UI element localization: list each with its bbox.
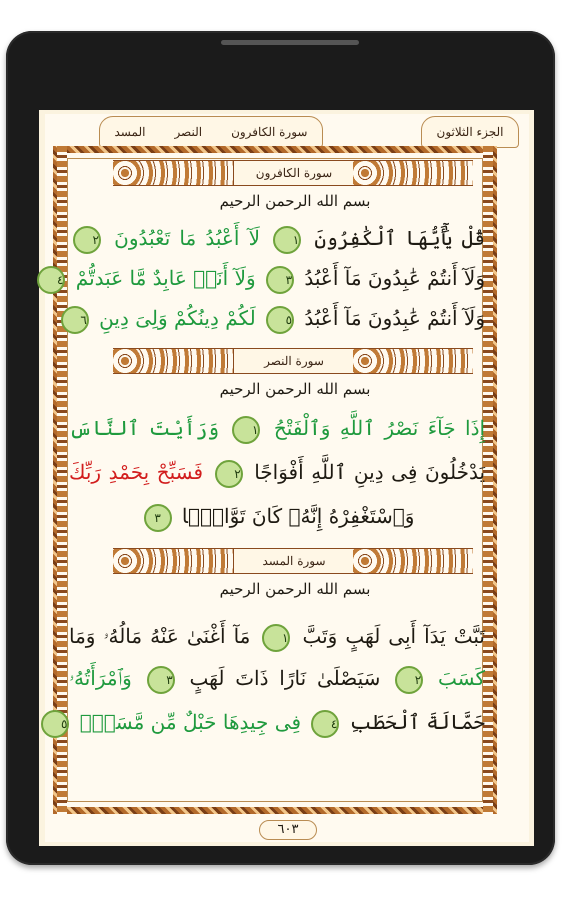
basmala: [105, 380, 485, 398]
verse-text: مَآ أَغْنَىٰ عَنْهُ مَالُهُۥ وَمَا: [69, 624, 251, 648]
ayah-marker[interactable]: ١: [262, 624, 290, 652]
ayah-marker[interactable]: ٥: [266, 306, 294, 334]
surah-title-band: [113, 348, 473, 372]
ayah-marker[interactable]: ٣: [147, 666, 175, 694]
ayah-marker[interactable]: ٤: [311, 710, 339, 738]
band-ornament-right: [353, 348, 473, 374]
verse-text: فِى جِيدِهَا حَبْلٌ مِّن مَّسَدٍۭ: [79, 710, 302, 734]
verse-line[interactable]: [69, 412, 485, 444]
mushaf-screen[interactable]: [39, 110, 534, 846]
juz-label: الجزء الثلاثون: [421, 116, 519, 148]
ayah-marker[interactable]: ٣: [144, 504, 172, 532]
verse-text: وَٱمْرَأَتُهُۥ: [69, 666, 132, 690]
ayah-marker[interactable]: ٢: [215, 460, 243, 488]
band-ornament-left: [113, 160, 233, 186]
verse-text: إِذَا جَآءَ نَصْرُ ٱللَّهِ وَٱلْفَتْحُ: [273, 416, 486, 440]
band-ornament-right: [353, 548, 473, 574]
basmala-text: بسم الله الرحمن الرحيم: [219, 580, 371, 598]
verse-text: قُلْ يَٰٓأَيُّهَا ٱلْكَٰفِرُونَ: [314, 226, 486, 250]
verse-text: يَدْخُلُونَ فِى دِينِ ٱللَّهِ أَفْوَاجًا: [254, 460, 486, 484]
verse-line[interactable]: [69, 222, 485, 254]
verse-text: لَكُمْ دِينُكُمْ وَلِىَ دِينِ: [99, 306, 256, 330]
verse-line[interactable]: [69, 302, 485, 334]
ayah-marker[interactable]: ٤: [37, 266, 65, 294]
page-number: ٦٠٣: [259, 820, 317, 840]
tablet-device: [6, 31, 555, 865]
verse-line[interactable]: [69, 620, 485, 652]
ayah-marker[interactable]: ٥: [41, 710, 69, 738]
basmala-text: بسم الله الرحمن الرحيم: [219, 380, 371, 398]
verse-text: وَرَأَيْتَ ٱلنَّاسَ: [69, 416, 220, 440]
surah-title-band: [113, 160, 473, 184]
header-surah-1: سورة الكافرون: [231, 125, 308, 139]
verse-line[interactable]: [60, 706, 485, 738]
header-surah-3: المسد: [114, 125, 146, 139]
page-header: [45, 114, 529, 150]
verse-line[interactable]: [69, 662, 485, 694]
ayah-marker[interactable]: ٦: [61, 306, 89, 334]
ayah-marker[interactable]: ١: [232, 416, 260, 444]
quran-page: [45, 114, 529, 842]
surah-names-header: [99, 116, 323, 148]
surah-title: سورة الكافرون: [233, 160, 355, 186]
header-surah-2: النصر: [174, 125, 203, 139]
verse-text: وَلَآ أَنَا۠ عَابِدٌ مَّا عَبَدتُّمْ: [75, 266, 256, 290]
band-ornament-right: [353, 160, 473, 186]
band-ornament-left: [113, 348, 233, 374]
surah-title: سورة المسد: [233, 548, 355, 574]
verse-text: وَلَآ أَنتُمْ عَٰبِدُونَ مَآ أَعْبُدُ: [304, 266, 485, 290]
verse-line[interactable]: [56, 262, 485, 294]
verse-text: لَآ أَعْبُدُ مَا تَعْبُدُونَ: [114, 226, 260, 250]
basmala: [105, 192, 485, 210]
surah-title: سورة النصر: [233, 348, 355, 374]
verse-text: كَسَبَ: [438, 666, 486, 690]
verse-text: وَلَآ أَنتُمْ عَٰبِدُونَ مَآ أَعْبُدُ: [304, 306, 485, 330]
verse-line[interactable]: [69, 456, 485, 488]
surah-title-band: [113, 548, 473, 572]
basmala-text: بسم الله الرحمن الرحيم: [219, 192, 371, 210]
verse-text: حَمَّالَةَ ٱلْحَطَبِ: [349, 710, 485, 734]
band-ornament-left: [113, 548, 233, 574]
ayah-marker[interactable]: ٢: [73, 226, 101, 254]
verse-text: فَسَبِّحْ بِحَمْدِ رَبِّكَ: [69, 460, 204, 484]
verse-text: وَٱسْتَغْفِرْهُ إِنَّهُۥ كَانَ تَوَّابًۢا: [181, 504, 415, 528]
speaker-slot: [221, 40, 359, 45]
verse-text: تَبَّتْ يَدَآ أَبِى لَهَبٍ وَتَبَّ: [302, 624, 486, 648]
ayah-marker[interactable]: ٢: [395, 666, 423, 694]
verse-text: سَيَصْلَىٰ نَارًا ذَاتَ لَهَبٍ: [189, 666, 381, 690]
ayah-marker[interactable]: ١: [273, 226, 301, 254]
ayah-marker[interactable]: ٣: [266, 266, 294, 294]
verse-line[interactable]: [69, 500, 485, 532]
basmala: [105, 580, 485, 598]
